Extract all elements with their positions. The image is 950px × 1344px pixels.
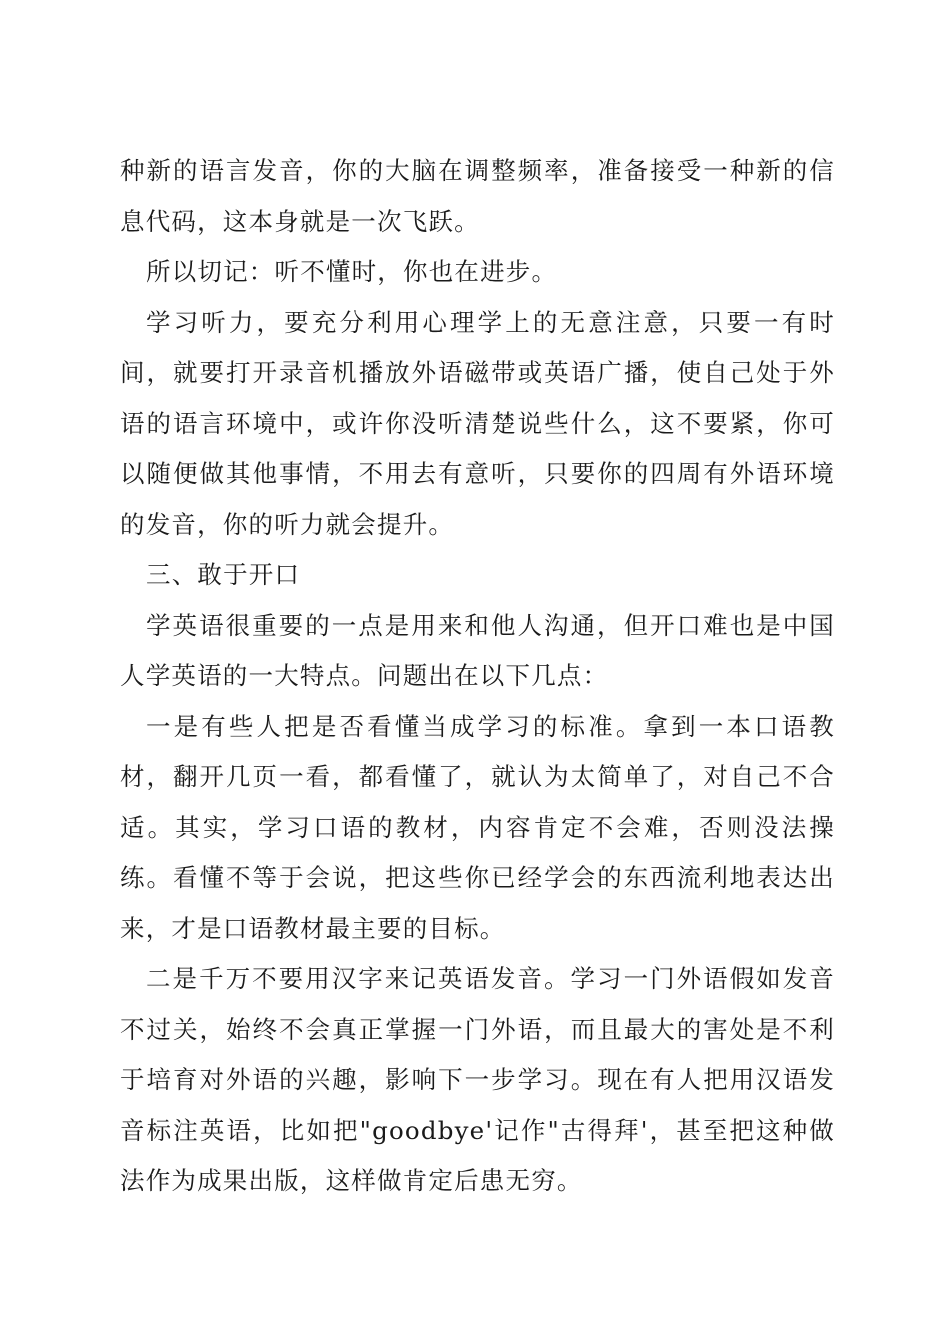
- paragraph-listening: 学习听力，要充分利用心理学上的无意注意，只要一有时间，就要打开录音机播放外语磁带或英语广播，使自己处于外语的语言环境中，或许你没听清楚说些什么，这不要紧，你可以随便做其他事情，不用去有意听，只要你的四周有外语环境的发音，你的听力就会提升。: [120, 307, 835, 539]
- paragraph-remember: 所以切记：听不懂时，你也在进步。: [146, 257, 558, 286]
- paragraph-communication: 学英语很重要的一点是用来和他人沟通，但开口难也是中国人学英语的一大特点。问题出在以下几点：: [120, 610, 835, 690]
- section-heading-speak: 三、敢于开口: [146, 560, 301, 589]
- document-body: [120, 146, 835, 1207]
- paragraph-point-one: 一是有些人把是否看懂当成学习的标准。拿到一本口语教材，翻开几页一看，都看懂了，就认为太简单了，对自己不合适。其实，学习口语的教材，内容肯定不会难，否则没法操练。看懂不等于会说，把这些你已经学会的东西流利地表达出来，才是口语教材最主要的目标。: [120, 711, 835, 943]
- paragraph-point-two: 二是千万不要用汉字来记英语发音。学习一门外语假如发音不过关，始终不会真正掌握一门外语，而且最大的害处是不利于培育对外语的兴趣，影响下一步学习。现在有人把用汉语发音标注英语，比如把"goodbye'记作"古得拜'，甚至把这种做法作为成果出版，这样做肯定后患无穷。: [120, 964, 835, 1195]
- paragraph-continuation: 种新的语言发音，你的大脑在调整频率，准备接受一种新的信息代码，这本身就是一次飞跃。: [120, 156, 835, 236]
